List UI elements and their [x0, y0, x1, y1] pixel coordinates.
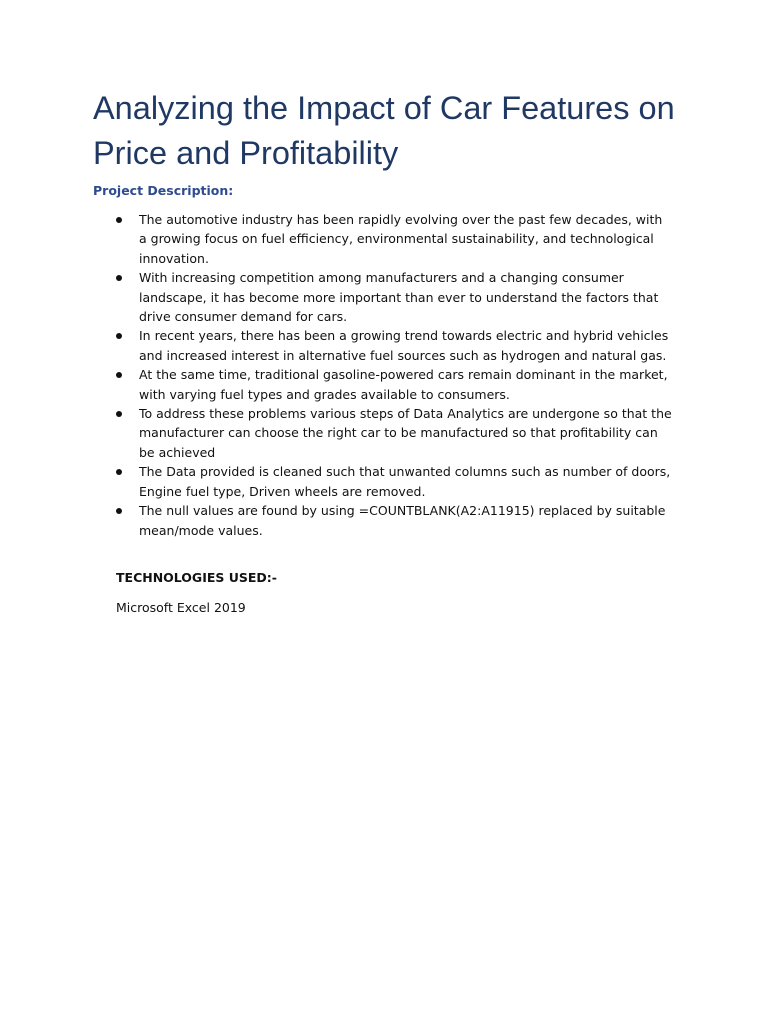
- bullet-list: [113, 210, 673, 540]
- bullet-text: To address these problems various steps of Data Analytics are undergone so that the manufacturer can choose the right car to be manufactured so that profitability can be achieved: [139, 406, 672, 460]
- bullet-item: [113, 501, 673, 540]
- bullet-dot-icon: [116, 217, 122, 223]
- bullet-item: [113, 365, 673, 404]
- bullet-item: [113, 326, 673, 365]
- bullet-dot-icon: [116, 372, 122, 378]
- section-label: Project Description:: [93, 183, 234, 198]
- bullet-text: The automotive industry has been rapidly evolving over the past few decades, with a growing focus on fuel efficiency, environmental sustainability, and technological innovation.: [139, 212, 663, 266]
- bullet-item: [113, 268, 673, 326]
- technologies-value: Microsoft Excel 2019: [116, 600, 246, 615]
- bullet-text: With increasing competition among manufacturers and a changing consumer landscape, it has become more important than ever to understand the factors that drive consumer demand for cars.: [139, 270, 659, 325]
- bullet-dot-icon: [116, 411, 122, 417]
- bullet-text: The Data provided is cleaned such that unwanted columns such as number of doors, Engine fuel type, Driven wheels are removed.: [139, 464, 671, 499]
- bullet-dot-icon: [116, 508, 122, 514]
- bullet-text: At the same time, traditional gasoline-powered cars remain dominant in the market, with varying fuel types and grades available to consumers.: [139, 367, 668, 402]
- document-title: Analyzing the Impact of Car Features on Price and Profitability: [93, 90, 675, 171]
- bullet-text: The null values are found by using =COUNTBLANK(A2:A11915) replaced by suitable mean/mode values.: [139, 503, 666, 538]
- bullet-item: [113, 462, 673, 501]
- bullet-item: [113, 404, 673, 462]
- bullet-text: In recent years, there has been a growing trend towards electric and hybrid vehicles and increased interest in alternative fuel sources such as hydrogen and natural gas.: [139, 328, 669, 363]
- bullet-item: [113, 210, 673, 268]
- bullet-dot-icon: [116, 469, 122, 475]
- bullet-dot-icon: [116, 333, 122, 339]
- technologies-heading: TECHNOLOGIES USED:-: [116, 570, 277, 585]
- bullet-dot-icon: [116, 275, 122, 281]
